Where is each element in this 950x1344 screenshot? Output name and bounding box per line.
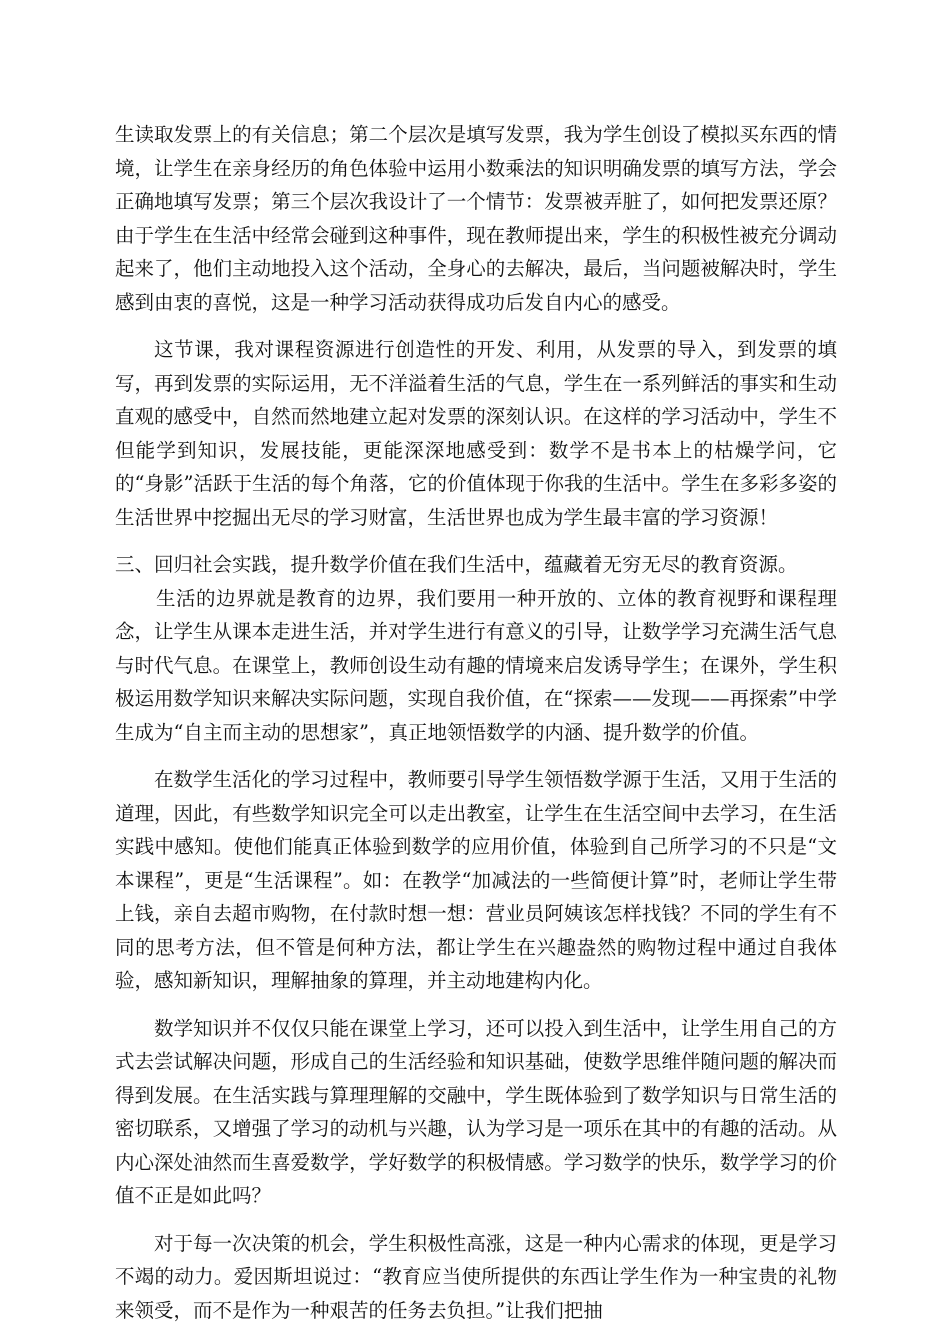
paragraph-1: 生读取发票上的有关信息；第二个层次是填写发票，我为学生创设了模拟买东西的情境，让学生在亲身经历的角色体验中运用小数乘法的知识明确发票的填写方法，学会正确地填写发票；第三个层次我设计了一个情节：发票被弄脏了，如何把发票还原？由于学生在生活中经常会碰到这种事件，现在教师提出来，学生的积极性被充分调动起来了，他们主动地投入这个活动，全身心的去解决，最后，当问题被解决时，学生感到由衷的喜悦，这是一种学习活动获得成功后发自内心的感受。 [115,123,837,314]
document-page [115,118,837,1327]
paragraph-6: 对于每一次决策的机会，学生积极性高涨，这是一种内心需求的体现，更是学习不竭的动力。爱因斯坦说过：“教育应当使所提供的东西让学生作为一种宝贵的礼物来领受，而不是作为一种艰苦的任务去负担。”让我们把抽 [115,1231,837,1322]
paragraph-4: 在数学生活化的学习过程中，教师要引导学生领悟数学源于生活，又用于生活的道理，因此，有些数学知识完全可以走出教室，让学生在生活空间中去学习，在生活实践中感知。使他们能真正体验到数学的应用价值，体验到自己所学习的不只是“文本课程”，更是“生活课程”。如：在教学“加减法的一些简便计算”时，老师让学生带上钱，亲自去超市购物，在付款时想一想：营业员阿姨该怎样找钱？不同的学生有不同的思考方法，但不管是何种方法，都让学生在兴趣盎然的购物过程中通过自我体验，感知新知识，理解抽象的算理，并主动地建构内化。 [115,768,837,992]
paragraph-3: 生活的边界就是教育的边界，我们要用一种开放的、立体的教育视野和课程理念，让学生从课本走进生活，并对学生进行有意义的引导，让数学学习充满生活气息与时代气息。在课堂上，教师创设生动有趣的情境来启发诱导学生；在课外，学生积极运用数学知识来解决实际问题，实现自我价值，在“探索——发现——再探索”中学生成为“自主而主动的思想家”，真正地领悟数学的内涵、提升数学的价值。 [115,586,837,744]
paragraph-5: 数学知识并不仅仅只能在课堂上学习，还可以投入到生活中，让学生用自己的方式去尝试解决问题，形成自己的生活经验和知识基础，使数学思维伴随问题的解决而得到发展。在生活实践与算理理解的交融中，学生既体验到了数学知识与日常生活的密切联系，又增强了学习的动机与兴趣，认为学习是一项乐在其中的有趣的活动。从内心深处油然而生喜爱数学，学好数学的积极情感。学习数学的快乐，数学学习的价值不正是如此吗？ [115,1016,837,1207]
section-heading: 三、回归社会实践，提升数学价值在我们生活中，蕴藏着无穷无尽的教育资源。 [115,553,798,576]
paragraph-2: 这节课，我对课程资源进行创造性的开发、利用，从发票的导入，到发票的填写，再到发票的实际运用，无不洋溢着生活的气息，学生在一系列鲜活的事实和生动直观的感受中，自然而然地建立起对发票的深刻认识。在这样的学习活动中，学生不但能学到知识，发展技能，更能深深地感受到：数学不是书本上的枯燥学问，它的“身影”活跃于生活的每个角落，它的价值体现于你我的生活中。学生在多彩多姿的生活世界中挖掘出无尽的学习财富，生活世界也成为学生最丰富的学习资源！ [115,338,837,529]
